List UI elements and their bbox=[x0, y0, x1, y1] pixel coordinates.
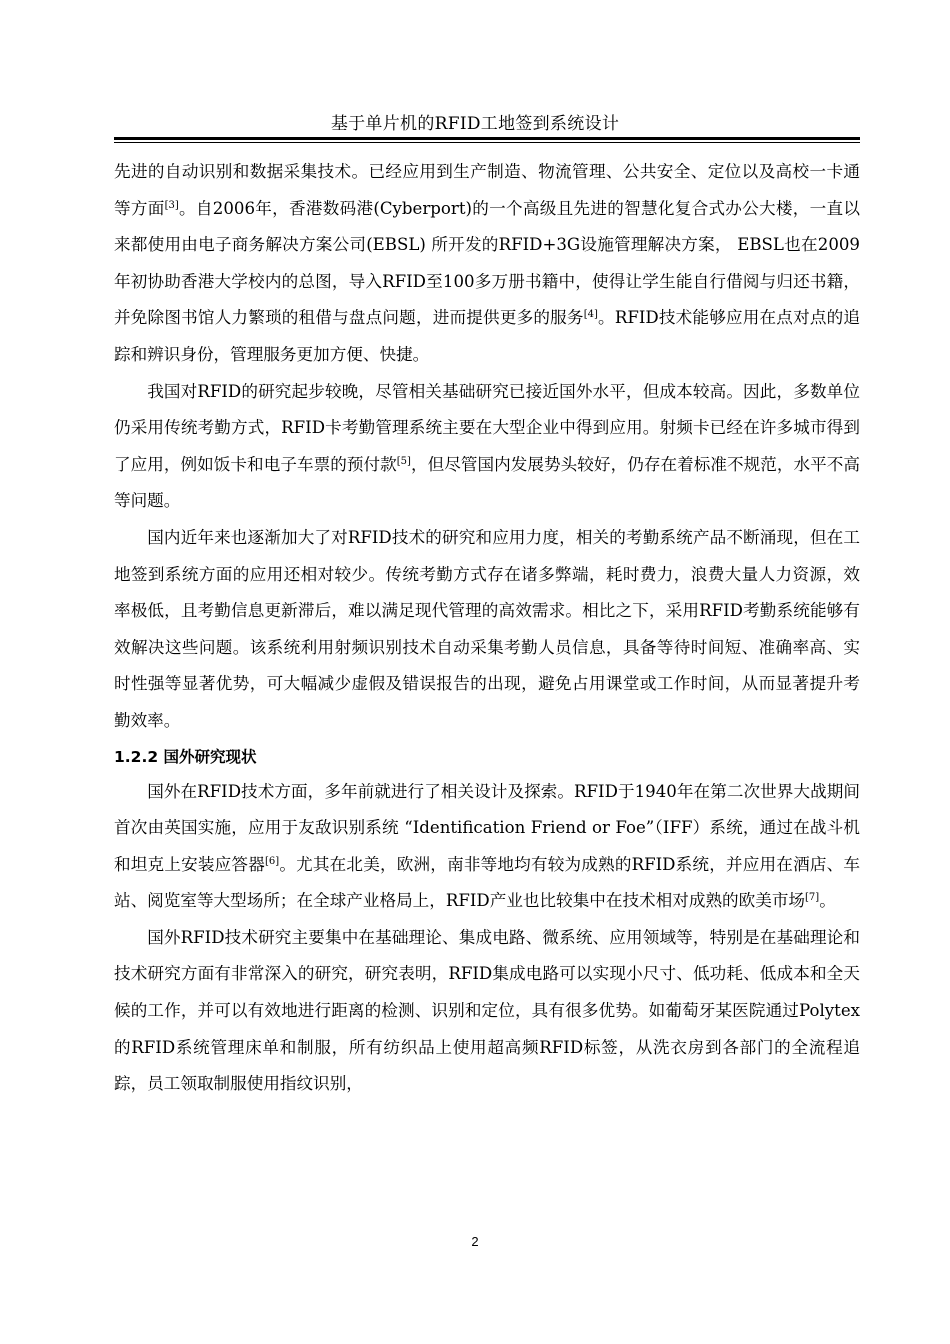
section-heading: 1.2.2 国外研究现状 bbox=[114, 747, 257, 766]
body-paragraph bbox=[114, 154, 860, 374]
paragraph-text: 国外RFID技术研究主要集中在基础理论、集成电路、微系统、应用领域等，特别是在基础理论和技术研究方面有非常深入的研究，研究表明，RFID集成电路可以实现小尺寸、低功耗、低成本和全天候的工作，并可以有效地进行距离的检测、识别和定位，具有很多优势。如葡萄牙某医院通过Polytex的RFID系统管理床单和制服，所有纺织品上使用超高频RFID标签，从洗衣房到各部门的全流程追踪，员工领取制服使用指纹识别， bbox=[114, 927, 860, 1094]
citation-marker: [5] bbox=[396, 455, 411, 467]
paragraph-text: 国内近年来也逐渐加大了对RFID技术的研究和应用力度，相关的考勤系统产品不断涌现，但在工地签到系统方面的应用还相对较少。传统考勤方式存在诸多弊端，耗时费力，浪费大量人力资源，效率极低，且考勤信息更新滞后，难以满足现代管理的高效需求。相比之下，采用RFID考勤系统能够有效解决这些问题。该系统利用射频识别技术自动采集考勤人员信息，具备等待时间短、准确率高、实时性强等显著优势，可大幅减少虚假及错误报告的出现，避免占用课堂或工作时间，从而显著提升考勤效率。 bbox=[114, 527, 860, 730]
paragraph-text: 我国对RFID的研究起步较晚，尽管相关基础研究已接近国外水平，但成本较高。因此，多数单位仍采用传统考勤方式，RFID卡考勤管理系统主要在大型企业中得到应用。射频卡已经在许多城市得到了应用，例如饭卡和电子车票的预付款 bbox=[114, 381, 860, 474]
body-paragraph bbox=[114, 920, 860, 1103]
body-paragraph bbox=[114, 520, 860, 740]
paragraph-text: 。 bbox=[819, 891, 836, 911]
page-number: 2 bbox=[471, 1234, 479, 1249]
header-title: 基于单片机的RFID工地签到系统设计 bbox=[330, 114, 620, 134]
paragraph-text: 国外在RFID技术方面，多年前就进行了相关设计及探索。RFID于1940年在第二次世界大战期间首次由英国实施，应用于友敌识别系统 “Identification Friend or Foe”（IFF）系统，通过在战斗机和坦克上安装应答器 bbox=[114, 781, 860, 874]
body-text bbox=[114, 154, 860, 1103]
header-rule-thick bbox=[114, 137, 860, 140]
body-paragraph bbox=[114, 374, 860, 520]
paragraph-text: ，但尽管国内发展势头较好，仍存在着标准不规范，水平不高等问题。 bbox=[114, 454, 861, 511]
body-paragraph bbox=[114, 774, 860, 920]
paragraph-text: 先进的自动识别和数据采集技术。已经应用到生产制造、物流管理、公共安全、定位以及高校一卡通等方面 bbox=[114, 162, 860, 218]
header-rule-thin bbox=[114, 142, 860, 143]
paragraph-text: 。自2006年，香港数码港(Cyberport)的一个高级且先进的智慧化复合式办公大楼，一直以来都使用由电子商务解决方案公司(EBSL) 所开发的RFID+3G设施管理解决方案， EBSL也在2009年初协助香港大学校内的总图，导入RFID至100多万册书籍中，使得让学生能自行借阅与归还书籍，并免除图书馆人力繁琐的租借与盘点问题，进而提供更多的服务 bbox=[114, 198, 860, 328]
citation-marker: [7] bbox=[805, 892, 820, 904]
citation-marker: [6] bbox=[264, 855, 280, 867]
paragraph-text: 。RFID技术能够应用在点对点的追踪和辨识身份，管理服务更加方便、快捷。 bbox=[114, 308, 860, 364]
citation-marker: [3] bbox=[164, 199, 179, 211]
paragraph-text: 。尤其在北美，欧洲，南非等地均有较为成熟的RFID系统，并应用在酒店、车站、阅览室等大型场所；在全球产业格局上，RFID产业也比较集中在技术相对成熟的欧美市场 bbox=[114, 854, 860, 911]
citation-marker: [4] bbox=[583, 309, 598, 321]
